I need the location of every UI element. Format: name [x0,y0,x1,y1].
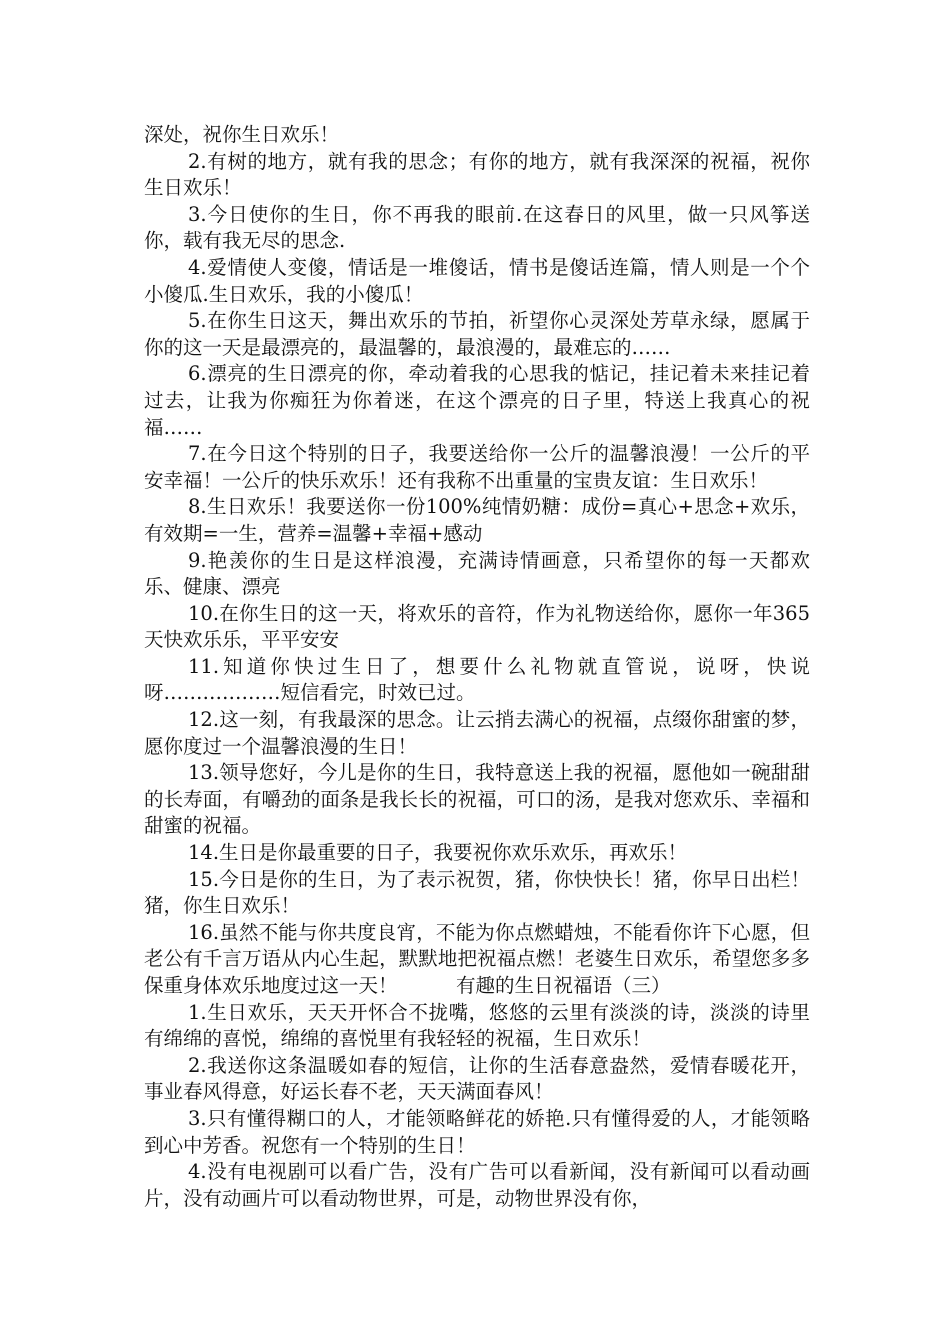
paragraph-12: 13.领导您好，今儿是你的生日，我特意送上我的祝福，愿他如一碗甜甜的长寿面，有嚼劲的面条是我长长的祝福，可口的汤，是我对您欢乐、幸福和甜蜜的祝福。 [144,761,810,838]
paragraph-4: 5.在你生日这天，舞出欢乐的节拍，祈望你心灵深处芳草永绿，愿属于你的这一天是最漂亮的，最温馨的，最浪漫的，最难忘的…… [144,309,810,359]
paragraph-8: 9.艳羡你的生日是这样浪漫，充满诗情画意，只希望你的每一天都欢乐、健康、漂亮 [144,548,810,599]
paragraph-13: 14.生日是你最重要的日子，我要祝你欢乐欢乐，再欢乐！ [188,841,688,865]
paragraph-9: 10.在你生日的这一天，将欢乐的音符，作为礼物送给你，愿你一年365天快欢乐乐，平平安安 [144,601,810,652]
paragraph-16: 1.生日欢乐，天天开怀合不拢嘴，悠悠的云里有淡淡的诗，淡淡的诗里有绵绵的喜悦，绵绵的喜悦里有我轻轻的祝福，生日欢乐！ [144,1000,810,1051]
paragraph-6: 7.在今日这个特别的日子，我要送给你一公斤的温馨浪漫！一公斤的平安幸福！一公斤的快乐欢乐！还有我称不出重量的宝贵友谊：生日欢乐！ [144,442,810,492]
paragraph-10: 11.知道你快过生日了，想要什么礼物就直管说，说呀，快说呀………………短信看完，时效已过。 [144,654,810,705]
document-body [144,122,810,1212]
paragraph-18: 3.只有懂得糊口的人，才能领略鲜花的娇艳.只有懂得爱的人，才能领略到心中芳香。祝您有一个特别的生日！ [144,1106,810,1157]
paragraph-5: 6.漂亮的生日漂亮的你，牵动着我的心思我的惦记，挂记着未来挂记着过去，让我为你痴狂为你着迷，在这个漂亮的日子里，特送上我真心的祝福…… [144,362,810,439]
paragraph-0: 深处，祝你生日欢乐！ [144,123,340,146]
paragraph-19: 4.没有电视剧可以看广告，没有广告可以看新闻，没有新闻可以看动画片，没有动画片可以看动物世界，可是，动物世界没有你， [144,1160,810,1210]
paragraph-11: 12.这一刻，有我最深的思念。让云捎去满心的祝福，点缀你甜蜜的梦，愿你度过一个温馨浪漫的生日！ [144,708,810,758]
paragraph-3: 4.爱情使人变傻，情话是一堆傻话，情书是傻话连篇，情人则是一个个小傻瓜.生日欢乐，我的小傻瓜！ [144,255,810,306]
paragraph-15: 16.虽然不能与你共度良宵，不能为你点燃蜡烛，不能看你许下心愿，但老公有千言万语从内心生起，默默地把祝福点燃！老婆生日欢乐，希望您多多保重身体欢乐地度过这一天！ 有趣的生日祝福语（三） [144,920,810,997]
paragraph-2: 3.今日使你的生日，你不再我的眼前.在这春日的风里，做一只风筝送你，载有我无尽的思念. [144,202,810,253]
paragraph-17: 2.我送你这条温暖如春的短信，让你的生活春意盎然，爱情春暖花开，事业春风得意，好运长春不老，天天满面春风！ [144,1053,810,1104]
paragraph-14: 15.今日是你的生日，为了表示祝贺，猪，你快快长！猪，你早日出栏！猪，你生日欢乐！ [144,867,810,918]
paragraph-7: 8.生日欢乐！我要送你一份100%纯情奶糖：成份=真心+思念+欢乐，有效期=一生，营养=温馨+幸福+感动 [144,495,810,545]
paragraph-1: 2.有树的地方，就有我的思念；有你的地方，就有我深深的祝福，祝你生日欢乐！ [144,149,810,200]
